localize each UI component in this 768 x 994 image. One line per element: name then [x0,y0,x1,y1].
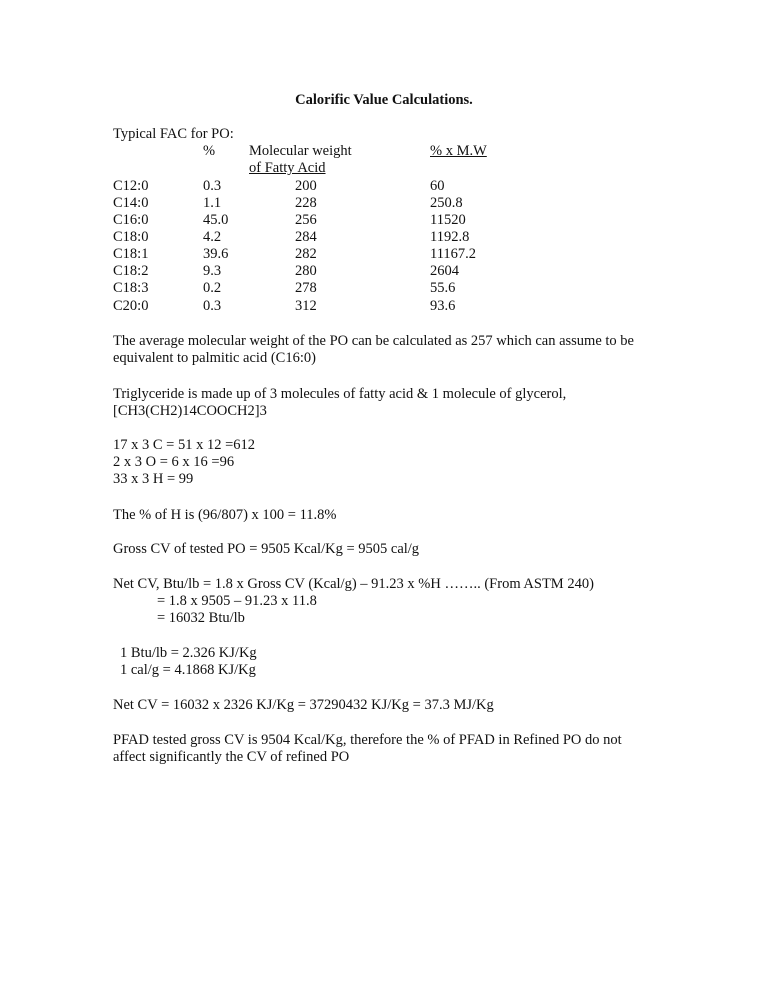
fatty-acid-pct-mw: 2604 [430,263,459,279]
net-cv-result: Net CV = 16032 x 2326 KJ/Kg = 37290432 KJ/Kg = 37.3 MJ/Kg [113,697,494,713]
gross-cv: Gross CV of tested PO = 9505 Kcal/Kg = 9505 cal/g [113,541,420,557]
fatty-acid-mw: 200 [295,178,317,194]
fatty-acid-pct-mw: 11167.2 [430,246,477,262]
fatty-acid-name: C18:2 [113,263,149,279]
pfad-line2: affect significantly the CV of refined PO [113,749,350,765]
hydrogen-percent: The % of H is (96/807) x 100 = 11.8% [113,507,337,523]
cal-conversion: 1 cal/g = 4.1868 KJ/Kg [120,662,256,678]
document-title: Calorific Value Calculations. [295,92,473,108]
fatty-acid-mw: 280 [295,263,317,279]
fac-col-pct-mw-header: % x M.W [430,143,487,159]
fatty-acid-mw: 284 [295,229,317,245]
fatty-acid-mw: 282 [295,246,317,262]
fatty-acid-pct-mw: 250.8 [430,195,463,211]
fac-col-pct-header: % [203,143,216,159]
fatty-acid-pct: 39.6 [203,246,229,262]
carbon-calc: 17 x 3 C = 51 x 12 =612 [113,437,256,453]
triglyceride-formula: [CH3(CH2)14COOCH2]3 [113,403,267,419]
avg-mw-line2: equivalent to palmitic acid (C16:0) [113,350,316,366]
fatty-acid-pct-mw: 1192.8 [430,229,470,245]
net-cv-formula: Net CV, Btu/lb = 1.8 x Gross CV (Kcal/g) – 91.23 x %H …….. (From ASTM 240) [113,576,594,592]
fatty-acid-name: C14:0 [113,195,149,211]
fatty-acid-mw: 312 [295,298,317,314]
avg-mw-line1: The average molecular weight of the PO can be calculated as 257 which can assume to be [113,333,634,349]
pfad-line1: PFAD tested gross CV is 9504 Kcal/Kg, therefore the % of PFAD in Refined PO do not [113,732,622,748]
fatty-acid-mw: 228 [295,195,317,211]
fac-heading: Typical FAC for PO: [113,126,234,142]
net-cv-btu-result: = 16032 Btu/lb [157,610,245,626]
fatty-acid-pct: 0.3 [203,178,222,194]
oxygen-calc: 2 x 3 O = 6 x 16 =96 [113,454,235,470]
fatty-acid-pct: 0.3 [203,298,222,314]
fac-col-mw-header-line2: of Fatty Acid [249,160,326,176]
fatty-acid-mw: 278 [295,280,317,296]
fatty-acid-pct-mw: 11520 [430,212,466,228]
fatty-acid-name: C18:1 [113,246,149,262]
fatty-acid-pct-mw: 60 [430,178,445,194]
fatty-acid-name: C16:0 [113,212,149,228]
hydrogen-calc: 33 x 3 H = 99 [113,471,194,487]
net-cv-substitution: = 1.8 x 9505 – 91.23 x 11.8 [157,593,317,609]
fatty-acid-pct-mw: 55.6 [430,280,456,296]
fatty-acid-pct: 0.2 [203,280,222,296]
triglyceride-line1: Triglyceride is made up of 3 molecules of fatty acid & 1 molecule of glycerol, [113,386,567,402]
fatty-acid-pct: 4.2 [203,229,222,245]
fatty-acid-name: C20:0 [113,298,149,314]
fatty-acid-name: C12:0 [113,178,149,194]
fatty-acid-mw: 256 [295,212,317,228]
fatty-acid-pct-mw: 93.6 [430,298,456,314]
fatty-acid-pct: 1.1 [203,195,222,211]
fac-col-mw-header-line1: Molecular weight [249,143,352,159]
fatty-acid-name: C18:3 [113,280,149,296]
btu-conversion: 1 Btu/lb = 2.326 KJ/Kg [120,645,257,661]
fatty-acid-pct: 9.3 [203,263,222,279]
fatty-acid-name: C18:0 [113,229,149,245]
fatty-acid-pct: 45.0 [203,212,229,228]
